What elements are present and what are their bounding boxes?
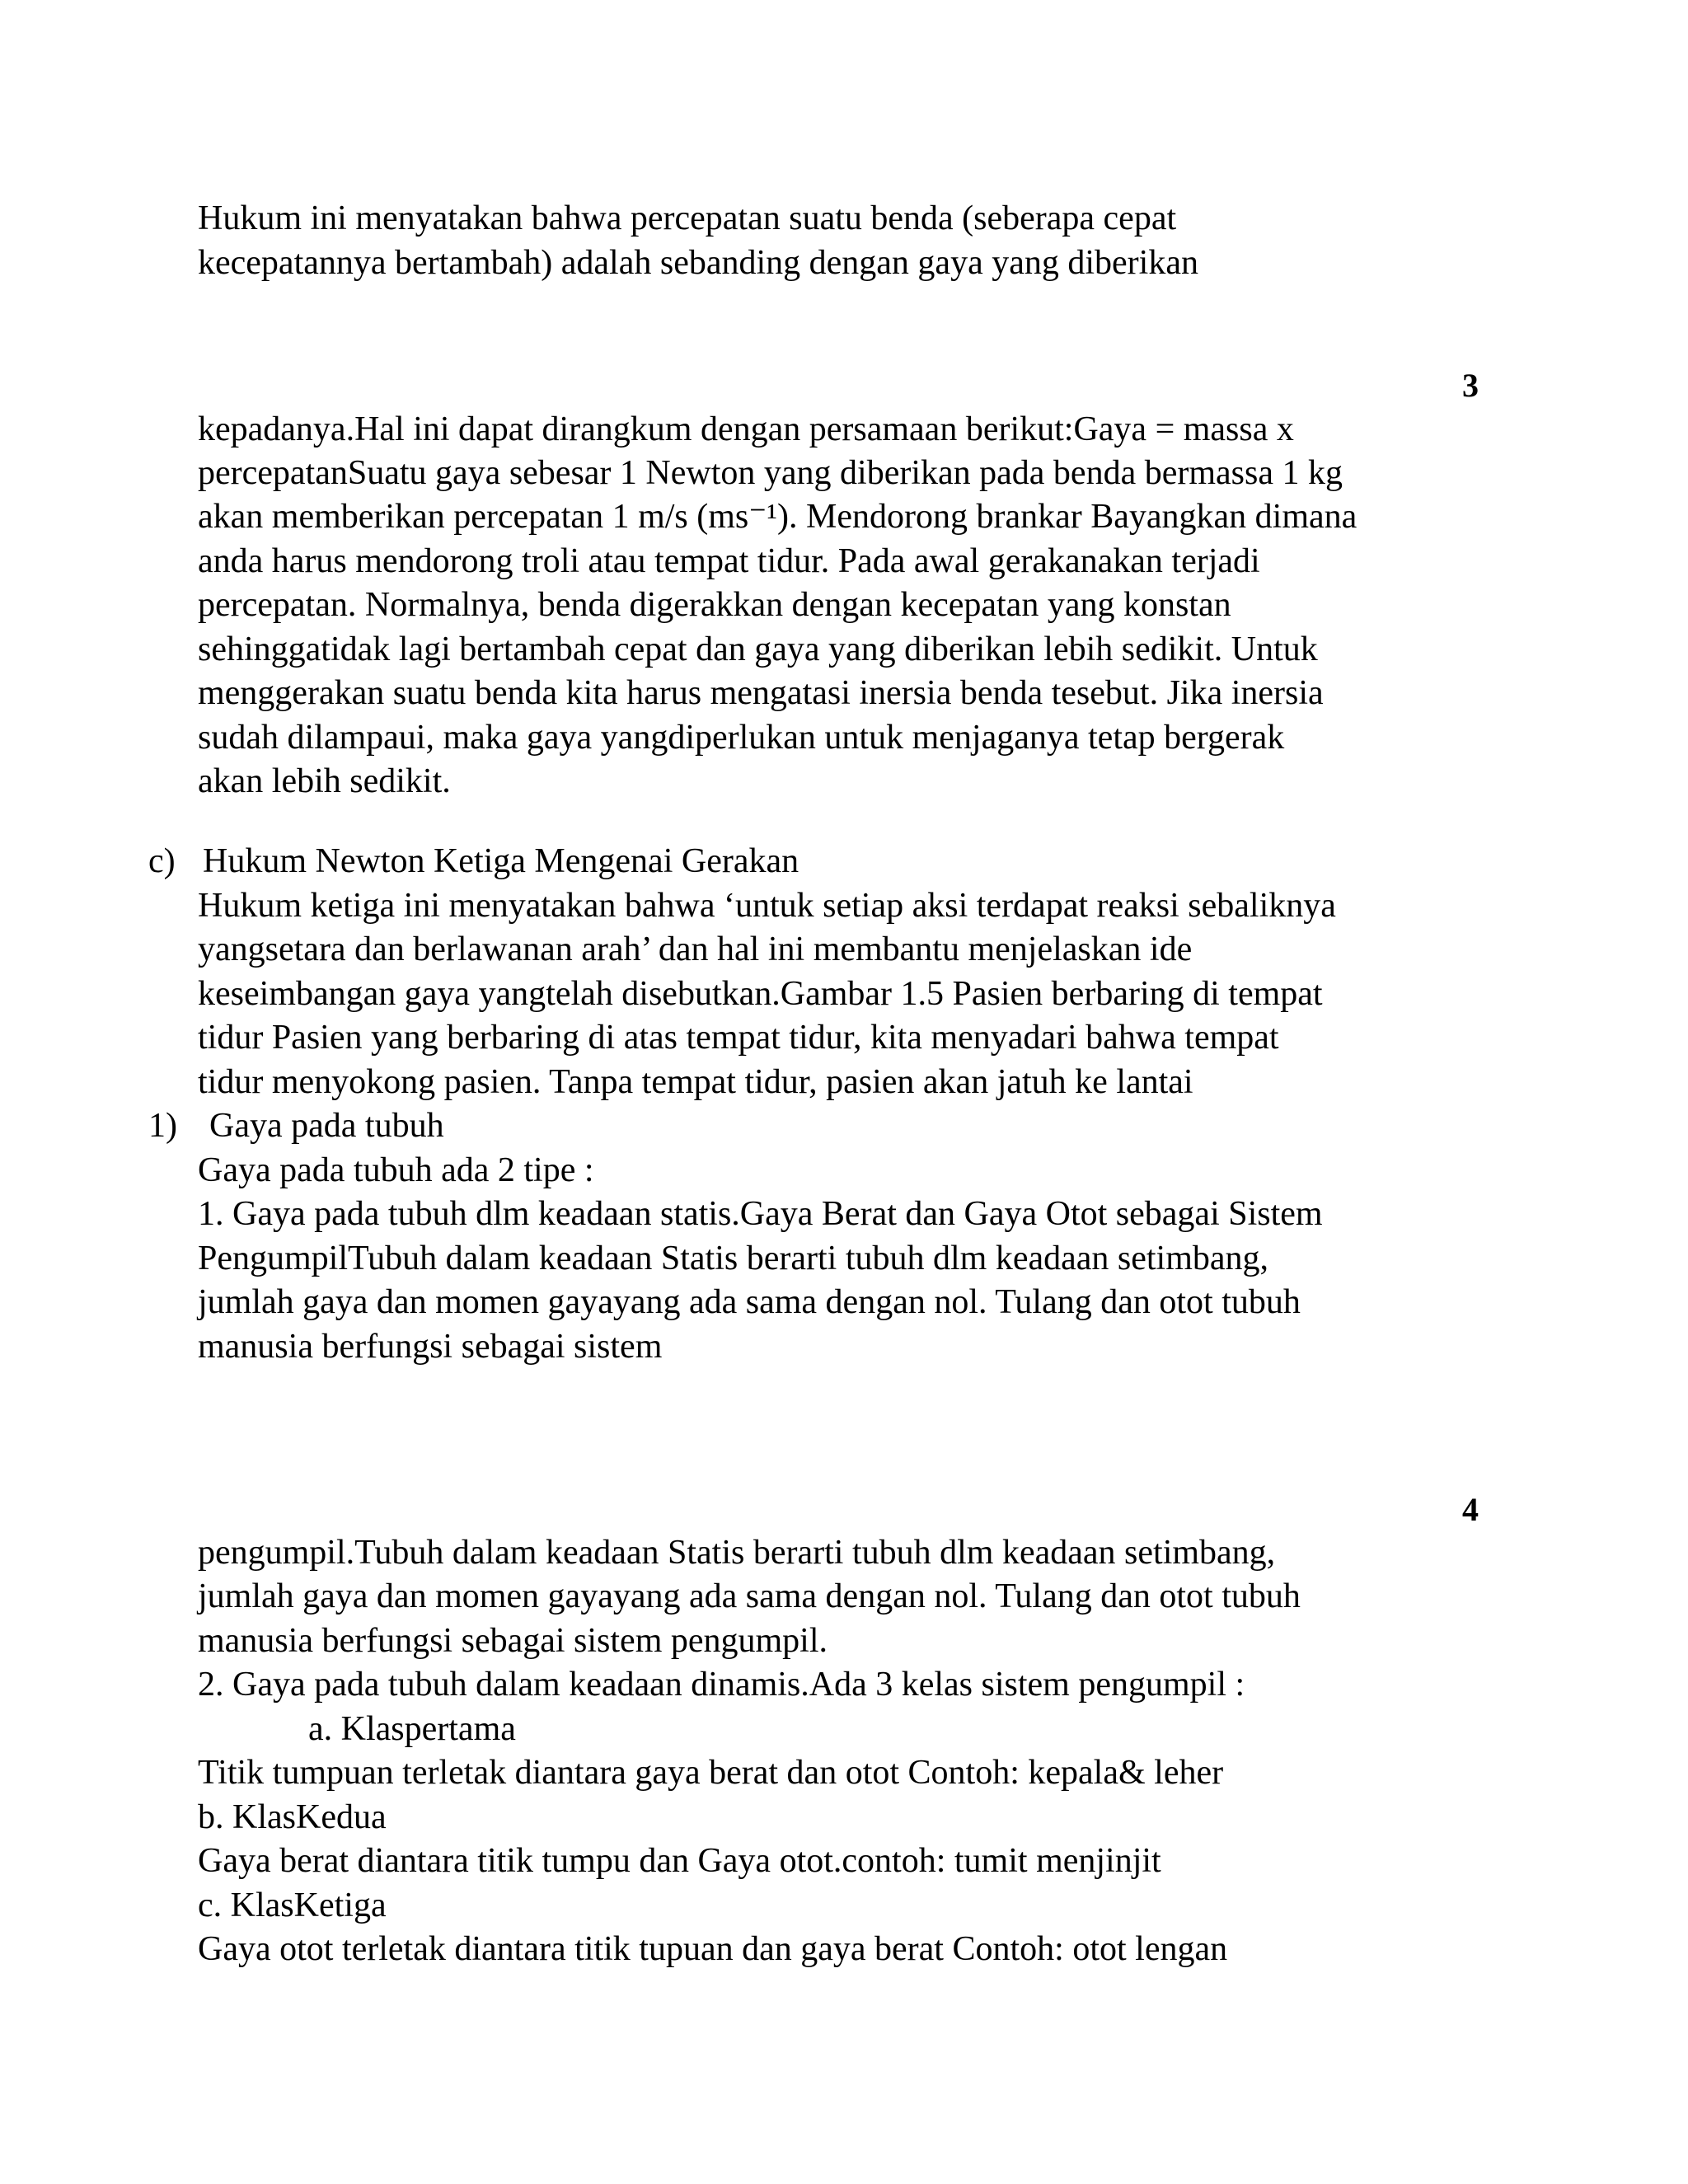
- text-line: akan memberikan percepatan 1 m/s (ms⁻¹). Mendorong brankar Bayangkan dimana: [198, 498, 1357, 536]
- text-line: kecepatannya bertambah) adalah sebanding dengan gaya yang diberikan: [198, 244, 1198, 282]
- text-line: akan lebih sedikit.: [198, 762, 451, 800]
- list-item: b. KlasKedua: [198, 1798, 387, 1836]
- text-line: 1. Gaya pada tubuh dlm keadaan statis.Gaya Berat dan Gaya Otot sebagai Sistem: [198, 1195, 1323, 1233]
- text-line: pengumpil.Tubuh dalam keadaan Statis berarti tubuh dlm keadaan setimbang,: [198, 1534, 1276, 1572]
- text-line: kepadanya.Hal ini dapat dirangkum dengan persamaan berikut:Gaya = massa x: [198, 410, 1294, 448]
- text-line: percepatan. Normalnya, benda digerakkan dengan kecepatan yang konstan: [198, 586, 1231, 624]
- text-line: Titik tumpuan terletak diantara gaya berat dan otot Contoh: kepala& leher: [198, 1754, 1224, 1792]
- text-line: Hukum ini menyatakan bahwa percepatan suatu benda (seberapa cepat: [198, 199, 1177, 237]
- text-line: sehinggatidak lagi bertambah cepat dan gaya yang diberikan lebih sedikit. Untuk: [198, 630, 1318, 668]
- text-line: tidur menyokong pasien. Tanpa tempat tidur, pasien akan jatuh ke lantai: [198, 1063, 1193, 1101]
- text-line: menggerakan suatu benda kita harus mengatasi inersia benda tesebut. Jika inersia: [198, 674, 1324, 712]
- text-line: keseimbangan gaya yangtelah disebutkan.Gambar 1.5 Pasien berbaring di tempat: [198, 975, 1323, 1013]
- text-line: jumlah gaya dan momen gayayang ada sama dengan nol. Tulang dan otot tubuh: [198, 1577, 1301, 1615]
- text-line: anda harus mendorong troli atau tempat tidur. Pada awal gerakanakan terjadi: [198, 542, 1260, 580]
- text-line: jumlah gaya dan momen gayayang ada sama dengan nol. Tulang dan otot tubuh: [198, 1283, 1301, 1321]
- text-line: manusia berfungsi sebagai sistem pengumpil.: [198, 1622, 828, 1660]
- text-line: percepatanSuatu gaya sebesar 1 Newton yang diberikan pada benda bermassa 1 kg: [198, 454, 1343, 492]
- text-line: tidur Pasien yang berbaring di atas tempat tidur, kita menyadari bahwa tempat: [198, 1019, 1279, 1057]
- list-marker: 1): [148, 1107, 177, 1145]
- text-line: 2. Gaya pada tubuh dalam keadaan dinamis.Ada 3 kelas sistem pengumpil :: [198, 1666, 1245, 1704]
- list-marker: c): [148, 842, 176, 880]
- text-line: Hukum ketiga ini menyatakan bahwa ‘untuk setiap aksi terdapat reaksi sebaliknya: [198, 887, 1336, 925]
- page-number: 4: [1462, 1491, 1479, 1528]
- text-line: Gaya berat diantara titik tumpu dan Gaya otot.contoh: tumit menjinjit: [198, 1842, 1161, 1880]
- text-line: manusia berfungsi sebagai sistem: [198, 1328, 663, 1366]
- list-item: a. Klaspertama: [308, 1710, 516, 1748]
- section-heading: Gaya pada tubuh: [209, 1107, 444, 1145]
- text-line: PengumpilTubuh dalam keadaan Statis berarti tubuh dlm keadaan setimbang,: [198, 1240, 1269, 1277]
- text-line: Gaya pada tubuh ada 2 tipe :: [198, 1151, 594, 1189]
- list-item: c. KlasKetiga: [198, 1886, 387, 1924]
- text-line: sudah dilampaui, maka gaya yangdiperlukan untuk menjaganya tetap bergerak: [198, 719, 1285, 757]
- page-number: 3: [1462, 367, 1479, 404]
- text-line: Gaya otot terletak diantara titik tupuan dan gaya berat Contoh: otot lengan: [198, 1930, 1228, 1968]
- section-heading: Hukum Newton Ketiga Mengenai Gerakan: [203, 842, 799, 880]
- text-line: yangsetara dan berlawanan arah’ dan hal ini membantu menjelaskan ide: [198, 930, 1193, 968]
